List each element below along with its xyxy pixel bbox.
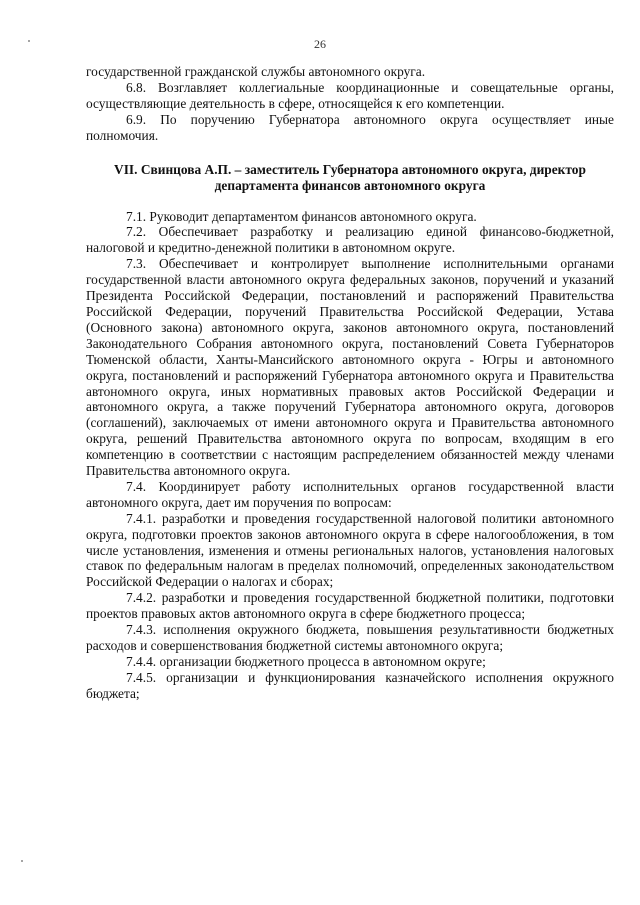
page-number: 26	[314, 37, 326, 51]
paragraph-6-8: 6.8. Возглавляет коллегиальные координационные и совещательные органы, осуществляющие деятельность в сфере, относящейся к его компетенции.	[86, 79, 614, 111]
scan-speck	[28, 40, 30, 42]
section-heading: VII. Свинцова А.П. – заместитель Губернатора автономного округа, директор департамента финансов автономного округа	[114, 161, 586, 193]
paragraph-7-1: 7.1. Руководит департаментом финансов автономного округа.	[126, 208, 477, 224]
paragraph-7-4-2: 7.4.2. разработки и проведения государственной бюджетной политики, подготовки проектов правовых актов автономного округа в сфере бюджетного процесса;	[86, 590, 614, 622]
paragraph-7-2: 7.2. Обеспечивает разработку и реализацию единой финансово-бюджетной, налоговой и кредитно-денежной политики в автономном округе.	[86, 224, 614, 256]
scan-speck	[21, 860, 23, 862]
document-body	[86, 64, 614, 702]
paragraph-6-9: 6.9. По поручению Губернатора автономного округа осуществляет иные полномочия.	[86, 111, 614, 143]
paragraph-7-4-4: 7.4.4. организации бюджетного процесса в автономном округе;	[126, 653, 486, 669]
paragraph-service-end: государственной гражданской службы автономного округа.	[86, 64, 426, 79]
paragraph-7-4: 7.4. Координирует работу исполнительных органов государственной власти автономного округа, дает им поручения по вопросам:	[86, 478, 614, 510]
paragraph-7-3: 7.3. Обеспечивает и контролирует выполнение исполнительными органами государственной власти автономного округа федеральных законов, поручений и указаний Президента Российской Федерации, постановлений и распоряжений Правительства Российской Федерации, поручений Правительства Российской Федерации, Устава (Основного закона) автономного округа, законов автономного округа, постановлений Законодательного Собрания автономного округа, постановлений Совета Губернаторов Тюменской области, Ханты-Мансийского автономного округа - Югры и автономного округа, постановлений и распоряжений Губернатора автономного округа и Правительства автономного округа, иных нормативных правовых актов Российской Федерации и автономного округа, а также поручений Губернатора автономного округа, договоров (соглашений), заключаемых от имени автономного округа и Правительства автономного округа, решений Правительства автономного округа по вопросам, входящим в его компетенцию в соответствии с настоящим распределением обязанностей между членами Правительства автономного округа.	[86, 256, 614, 479]
paragraph-7-4-1: 7.4.1. разработки и проведения государственной налоговой политики автономного округа, подготовки проектов законов автономного округа в сфере налогообложения, в том числе установления, изменения и отмены региональных налогов, установления налоговых ставок по федеральным налогам в пределах полномочий, определенных законодательством Российской Федерации о налогах и сборах;	[86, 510, 614, 590]
paragraph-7-4-3: 7.4.3. исполнения окружного бюджета, повышения результативности бюджетных расходов и совершенствования бюджетной системы автономного округа;	[86, 622, 614, 653]
paragraph-7-4-5: 7.4.5. организации и функционирования казначейского исполнения окружного бюджета;	[86, 669, 614, 701]
